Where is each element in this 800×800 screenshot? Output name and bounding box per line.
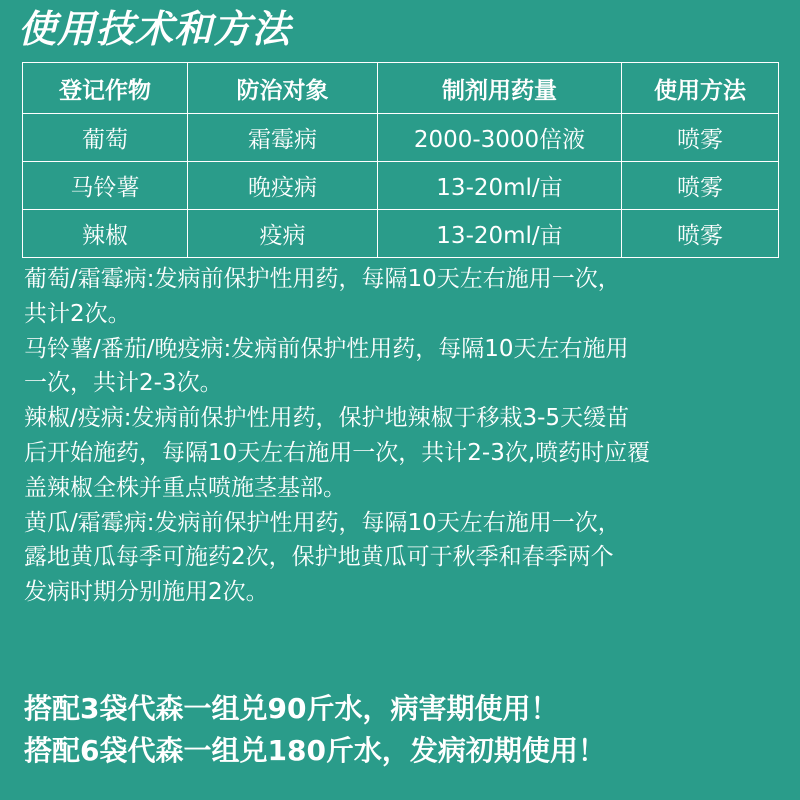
cell-dosage: 13-20ml/亩 [378, 210, 622, 258]
note-line: 盖辣椒全株并重点喷施茎基部。 [24, 474, 346, 501]
cell-target: 晚疫病 [188, 162, 378, 210]
note-line: 马铃薯/番茄/晚疫病:发病前保护性用药，每隔10天左右施用 [24, 335, 629, 362]
slogan-line: 搭配3袋代森一组兑90斤水，病害期使用！ [24, 692, 559, 725]
page-title: 使用技术和方法 [18, 7, 292, 51]
slogan-line: 搭配6袋代森一组兑180斤水，发病初期使用！ [24, 734, 606, 767]
cell-method: 喷雾 [622, 210, 779, 258]
table-header-row [23, 63, 779, 114]
note-line: 黄瓜/霜霉病:发病前保护性用药，每隔10天左右施用一次， [24, 509, 621, 536]
cell-crop: 辣椒 [23, 210, 188, 258]
note-line: 后开始施药，每隔10天左右施用一次，共计2-3次,喷药时应覆 [24, 439, 651, 466]
note-line: 葡萄/霜霉病:发病前保护性用药，每隔10天左右施用一次， [24, 266, 621, 292]
header-crop: 登记作物 [23, 63, 188, 114]
cell-target: 霜霉病 [188, 114, 378, 162]
cell-crop: 马铃薯 [23, 162, 188, 210]
cell-target: 疫病 [188, 210, 378, 258]
note-line: 一次，共计2-3次。 [24, 370, 223, 397]
usage-notes [24, 262, 784, 610]
cell-dosage: 2000-3000倍液 [378, 114, 622, 162]
cell-crop: 葡萄 [23, 114, 188, 162]
usage-table [22, 62, 779, 258]
table-row [23, 114, 779, 162]
cell-dosage: 13-20ml/亩 [378, 162, 622, 210]
mixing-slogans [24, 688, 784, 772]
note-line: 发病时期分别施用2次。 [24, 579, 269, 606]
table-row [23, 210, 779, 258]
note-line: 露地黄瓜每季可施药2次，保护地黄瓜可于秋季和春季两个 [24, 544, 614, 571]
header-method: 使用方法 [622, 63, 779, 114]
header-dosage: 制剂用药量 [378, 63, 622, 114]
cell-method: 喷雾 [622, 162, 779, 210]
note-line: 共计2次。 [24, 300, 131, 327]
table-row [23, 162, 779, 210]
header-target: 防治对象 [188, 63, 378, 114]
note-line: 辣椒/疫病:发病前保护性用药，保护地辣椒于移栽3-5天缓苗 [24, 405, 630, 432]
cell-method: 喷雾 [622, 114, 779, 162]
